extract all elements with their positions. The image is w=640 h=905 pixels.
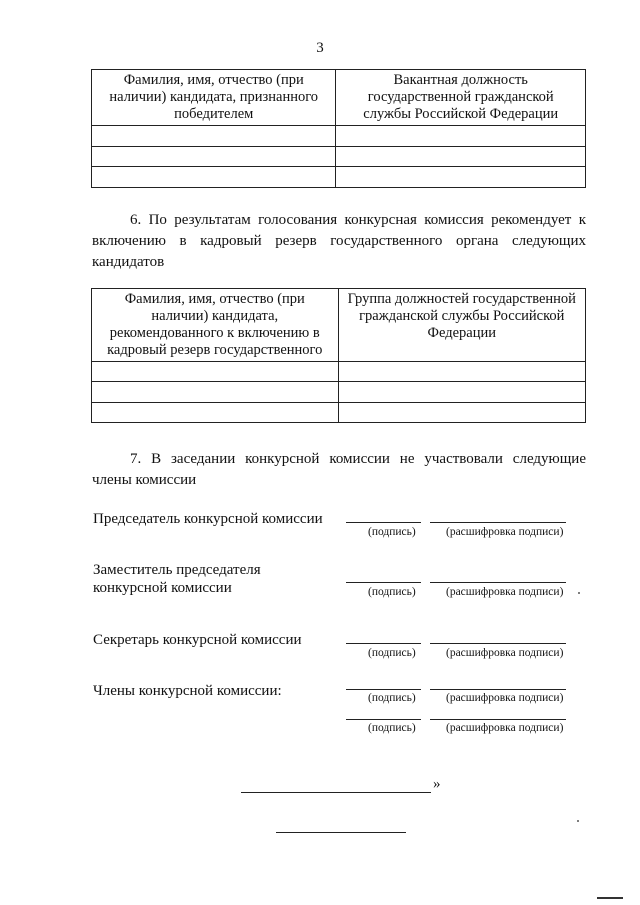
chairman-sign-caption: (подпись) xyxy=(368,526,416,538)
table-row xyxy=(92,167,586,188)
secretary-label: Секретарь конкурсной комиссии xyxy=(93,632,302,648)
reserve-table-header-group: Группа должностей государственной гражданской службы Российской Федерации xyxy=(338,289,585,362)
winner-table-header-name: Фамилия, имя, отчество (при наличии) кандидата, признанного победителем xyxy=(92,70,336,126)
table-cell[interactable] xyxy=(92,362,339,382)
member-2-decode-line[interactable] xyxy=(430,719,566,720)
table-cell[interactable] xyxy=(338,382,585,403)
table-cell[interactable] xyxy=(92,126,336,147)
secretary-sign-caption: (подпись) xyxy=(368,647,416,659)
table-cell[interactable] xyxy=(338,362,585,382)
page-number: 3 xyxy=(316,40,324,56)
table-cell[interactable] xyxy=(92,167,336,188)
winner-table-header-position: Вакантная должность государственной гражданской службы Российской Федерации xyxy=(336,70,586,126)
deputy-sign-caption: (подпись) xyxy=(368,586,416,598)
members-label: Члены конкурсной комиссии: xyxy=(93,683,282,699)
chairman-decode-line[interactable] xyxy=(430,522,566,523)
deputy-decode-line[interactable] xyxy=(430,582,566,583)
table-row xyxy=(92,362,586,382)
member-2-sign-caption: (подпись) xyxy=(368,722,416,734)
table-cell[interactable] xyxy=(92,147,336,167)
table-row xyxy=(92,147,586,167)
member-2-signature-line[interactable] xyxy=(346,719,421,720)
table-cell[interactable] xyxy=(336,147,586,167)
table-row xyxy=(92,126,586,147)
scan-edge-mark xyxy=(597,897,623,899)
member-1-decode-caption: (расшифровка подписи) xyxy=(446,692,564,704)
secretary-decode-caption: (расшифровка подписи) xyxy=(446,647,564,659)
member-1-sign-caption: (подпись) xyxy=(368,692,416,704)
reserve-table xyxy=(91,288,586,423)
table-cell[interactable] xyxy=(336,167,586,188)
table-cell[interactable] xyxy=(92,382,339,403)
deputy-decode-caption: (расшифровка подписи) xyxy=(446,586,564,598)
table-row xyxy=(92,382,586,403)
member-2-decode-caption: (расшифровка подписи) xyxy=(446,722,564,734)
chairman-decode-caption: (расшифровка подписи) xyxy=(446,526,564,538)
member-1-decode-line[interactable] xyxy=(430,689,566,690)
table-cell[interactable] xyxy=(336,126,586,147)
member-1-signature-line[interactable] xyxy=(346,689,421,690)
scan-speck xyxy=(577,820,579,822)
section-7-text: 7. В заседании конкурсной комиссии не участвовали следующие члены комиссии xyxy=(92,451,586,488)
deputy-signature-line[interactable] xyxy=(346,582,421,583)
winner-table xyxy=(91,69,586,188)
date-line[interactable] xyxy=(241,792,431,793)
secretary-decode-line[interactable] xyxy=(430,643,566,644)
section-6-paragraph xyxy=(92,210,586,273)
section-6-text: 6. По результатам голосования конкурсная комиссия рекомендует к включению в кадровый резерв государственного органа следующих кандидатов xyxy=(92,212,586,270)
reserve-table-header-name: Фамилия, имя, отчество (при наличии) кандидата, рекомендованного к включению в кадровый резерв государственного xyxy=(92,289,339,362)
chairman-label: Председатель конкурсной комиссии xyxy=(93,511,323,527)
deputy-label: Заместитель председателя конкурсной комиссии xyxy=(93,562,261,596)
bottom-separator-line xyxy=(276,832,406,833)
scan-speck xyxy=(578,592,580,594)
table-row xyxy=(92,403,586,423)
date-closing-quote: » xyxy=(433,776,441,792)
secretary-signature-line[interactable] xyxy=(346,643,421,644)
table-cell[interactable] xyxy=(338,403,585,423)
section-7-paragraph xyxy=(92,449,586,491)
chairman-signature-line[interactable] xyxy=(346,522,421,523)
table-cell[interactable] xyxy=(92,403,339,423)
